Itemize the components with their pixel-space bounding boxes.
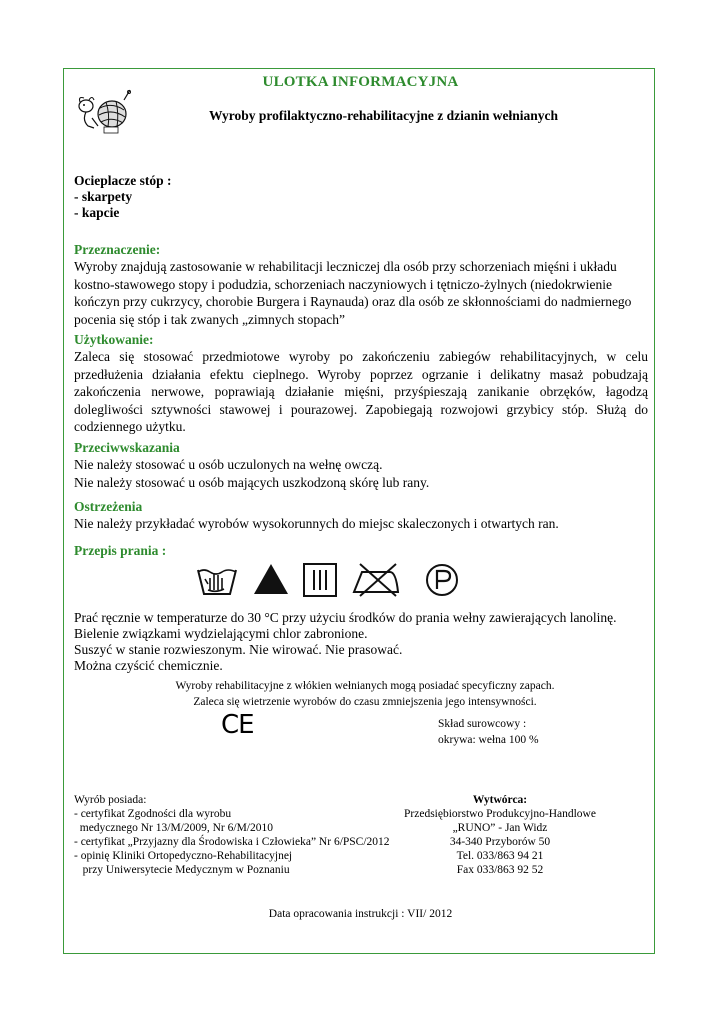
- uzytkowanie-heading: Użytkowanie:: [74, 332, 154, 347]
- przeznaczenie-heading: Przeznaczenie:: [74, 242, 161, 257]
- note-line: Zaleca się wietrzenie wyrobów do czasu zmniejszenia jego intensywności.: [193, 696, 537, 708]
- products-item: - skarpety: [74, 189, 133, 204]
- wytworca-line: Tel. 033/863 94 21: [456, 850, 544, 862]
- cert-line: - certyfikat Zgodności dla wyrobu: [74, 808, 232, 820]
- text-line: Nie należy stosować u osób mających uszkodzoną skórę lub rany.: [74, 474, 430, 490]
- ce-mark: CE: [221, 710, 254, 740]
- page-subtitle: Wyroby profilaktyczno-rehabilitacyjne z dzianin wełnianych: [209, 108, 559, 123]
- do-not-iron-icon: [350, 562, 402, 598]
- note-line: Wyroby rehabilitacyjne z włókien wełnianych mogą posiadać specyficzny zapach.: [175, 680, 555, 692]
- smell-note: [150, 678, 580, 710]
- chlorine-bleach-icon: [252, 562, 290, 596]
- text-line: Suszyć w stanie rozwieszonym. Nie wirować. Nie prasować.: [74, 642, 403, 657]
- sklad-value: okrywa: wełna 100 %: [438, 734, 539, 746]
- wytworca-line: Przedsiębiorstwo Produkcyjno-Handlowe: [404, 808, 596, 820]
- sklad-section: [438, 716, 539, 748]
- pranie-heading: Przepis prania :: [74, 543, 167, 558]
- text-line: pocenia się stóp i tak zwanych „zimnych stopach”: [74, 311, 346, 327]
- hand-wash-icon: [196, 562, 238, 598]
- przeciwwskazania-text: [74, 456, 429, 491]
- ostrzezenia-heading: Ostrzeżenia: [74, 499, 143, 514]
- ostrzezenia-text: Nie należy przykładać wyrobów wysokorunnych do miejsc skaleczonych i otwartych ran.: [74, 516, 559, 531]
- wytworca-line: „RUNO” - Jan Widz: [452, 822, 548, 834]
- wytworca-heading: Wytwórca:: [472, 794, 528, 806]
- products-section: [74, 173, 171, 221]
- text-line: kończyn przy cukrzycy, chorobie Burgera i Raynauda) oraz dla osób ze skłonnościami do nadmiernego: [74, 294, 632, 309]
- cert-line: - opinię Kliniki Ortopedyczno-Rehabilitacyjnej: [74, 850, 293, 862]
- text-line: Prać ręcznie w temperaturze do 30 °C przy użyciu środków do prania wełny zawierających lanolinę.: [74, 610, 617, 625]
- przeciwwskazania-heading: Przeciwwskazania: [74, 440, 180, 455]
- pranie-text: [74, 610, 617, 674]
- page-title: ULOTKA INFORMACYJNA: [262, 74, 459, 90]
- uzytkowanie-text: Zaleca się stosować przedmiotowe wyroby po zakończeniu zabiegów rehabilitacyjnych, w celu przedłużenia działania efektu cieplnego. Wyroby poprzez ogrzanie i delikatny masaż pobudzają zakończenia nerwowe, poprawiają działanie mięśni, przyśpieszają zanikanie obrzęków, łagodzą dolegliwości sztywności stawowej i pourazowej. Zapobiegają rozwojowi grzybicy stóp. Służą do codziennego użytku.: [74, 349, 648, 434]
- sklad-label: Skład surowcowy :: [438, 718, 527, 730]
- przeznaczenie-text: [74, 258, 631, 328]
- line-dry-icon: [302, 562, 338, 598]
- footer-date: Data opracowania instrukcji : VII/ 2012: [268, 908, 453, 920]
- products-heading: Ocieplacze stóp :: [74, 173, 172, 188]
- certyfikaty-heading: Wyrób posiada:: [74, 794, 147, 806]
- sheep-yarn-logo: [72, 88, 132, 134]
- text-line: Wyroby znajdują zastosowanie w rehabilitacji leczniczej dla osób przy schorzeniach mięśni i układu: [74, 259, 617, 274]
- wytworca-line: Fax 033/863 92 52: [456, 864, 544, 876]
- dry-clean-p-icon: [424, 562, 460, 598]
- wytworca-line: 34-340 Przyborów 50: [449, 836, 551, 848]
- text-line: kostno-stawowego stopy i podudzia, schorzeniach naczyniowych i tętniczo-żylnych (niedokrwienie: [74, 276, 612, 292]
- text-line: Można czyścić chemicznie.: [74, 658, 223, 673]
- wytworca-section: [380, 793, 620, 877]
- cert-line: medycznego Nr 13/M/2009, Nr 6/M/2010: [74, 822, 273, 834]
- products-item: - kapcie: [74, 205, 120, 220]
- certyfikaty-section: [74, 793, 390, 877]
- cert-line: przy Uniwersytecie Medycznym w Poznaniu: [74, 864, 290, 876]
- cert-line: - certyfikat „Przyjazny dla Środowiska i Człowieka” Nr 6/PSC/2012: [74, 836, 390, 848]
- text-line: Bielenie związkami wydzielającymi chlor zabronione.: [74, 626, 368, 641]
- text-line: Nie należy stosować u osób uczulonych na wełnę owczą.: [74, 457, 383, 472]
